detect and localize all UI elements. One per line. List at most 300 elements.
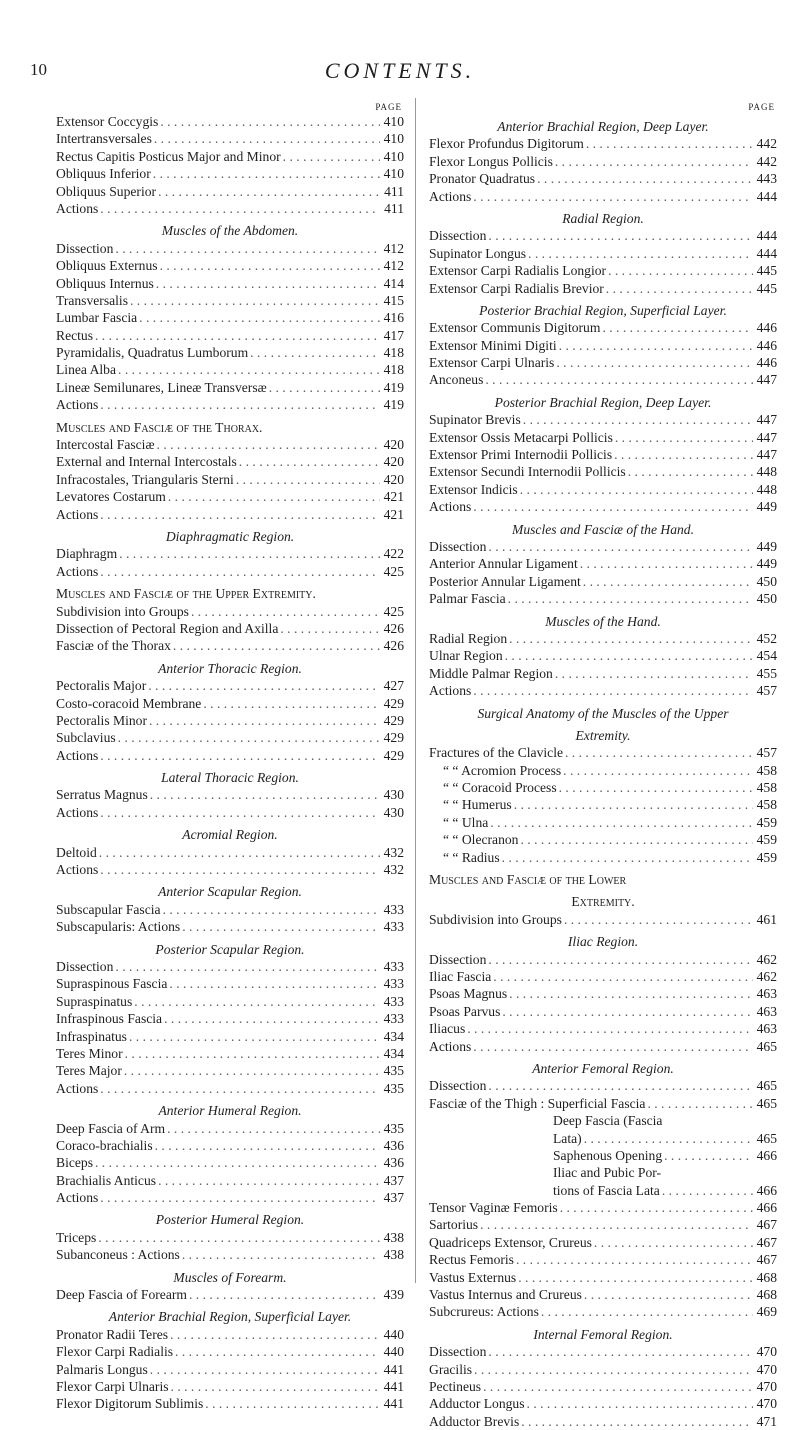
toc-entry [429,354,777,371]
entry-label: Costo-coracoid Membrane [56,695,202,711]
toc-entry [429,1378,777,1395]
dot-leader [170,1326,380,1343]
toc-entry [56,148,404,165]
entry-page-number: 459 [756,832,777,848]
page-title: CONTENTS. [324,58,476,83]
dot-leader [125,1045,380,1062]
toc-entry [56,471,404,488]
section-subheading: Anterior Brachial Region, Deep Layer. [497,119,709,134]
entry-label: Adductor Brevis [429,1413,520,1429]
section-subheading: Anterior Thoracic Region. [158,660,302,676]
entry-label: Levatores Costarum [56,489,166,505]
entry-page-number: 442 [756,136,777,152]
entry-page-number: 447 [756,372,777,388]
entry-label: Iliac and Pubic Por- [553,1165,662,1181]
dot-leader [509,985,753,1002]
dot-leader [628,463,753,480]
entry-page-number: 461 [756,911,777,927]
entry-label: Flexor Longus Pollicis [429,153,553,169]
dot-leader [485,371,753,388]
dot-leader [508,590,753,607]
entry-label: “ “ Humerus [443,797,512,813]
entry-page-number: 468 [756,1269,777,1285]
toc-entry [56,603,404,620]
entry-page-number: 450 [756,573,777,589]
entry-page-number: 433 [383,993,404,1009]
dot-leader [516,1251,753,1268]
dot-leader [584,1286,753,1303]
section-subheading: Posterior Humeral Region. [155,1212,305,1228]
dot-leader [148,677,380,694]
entry-label: Extensor Communis Digitorum [429,320,601,336]
dot-leader [100,747,380,764]
toc-entry [429,951,777,968]
entry-label: Dissection [429,538,487,554]
entry-label: tions of Fascia Lata [553,1182,660,1198]
entry-page-number: 430 [383,804,404,820]
toc-entry [56,200,404,217]
dot-leader [100,861,380,878]
dot-leader [160,113,380,130]
dot-leader [175,1343,380,1360]
entry-page-number: 417 [383,327,404,343]
dot-leader [555,153,753,170]
entry-page-number: 433 [383,1011,404,1027]
entry-label: Infraspinous Fascia [56,1011,163,1027]
entry-page-number: 429 [383,712,404,728]
entry-label: Ulnar Region [429,648,503,664]
entry-label: Dissection of Pectoral Region and Axilla [56,620,279,636]
dot-leader [150,786,380,803]
dot-leader [236,471,380,488]
entry-label: Deep Fascia of Arm [56,1120,166,1136]
entry-label: Posterior Annular Ligament [429,573,581,589]
left-column [56,101,404,1413]
entry-page-number: 432 [383,844,404,860]
dot-leader [602,319,753,336]
dot-leader [473,1038,753,1055]
toc-entry [56,165,404,182]
entry-page-number: 445 [756,280,777,296]
entry-page-number: 432 [383,862,404,878]
dot-leader [560,1199,753,1216]
entry-page-number: 420 [383,437,404,453]
dot-leader [488,1077,753,1094]
section-subheading: Muscles of the Hand. [545,613,661,629]
section-heading: Muscles and Fasciæ of the Thorax. [56,419,263,435]
entry-label: Extensor Carpi Ulnaris [429,355,555,371]
entry-page-number: 411 [384,183,404,199]
entry-page-number: 446 [756,337,777,353]
entry-page-number: 433 [383,919,404,935]
toc-entry [429,1147,777,1164]
entry-label: Infracostales, Triangularis Sterni [56,471,234,487]
entry-page-number: 434 [383,1045,404,1061]
toc-entry [429,762,777,779]
dot-leader [158,183,380,200]
dot-leader [164,1010,380,1027]
entry-page-number: 426 [383,638,404,654]
entry-label: Transversalis [56,292,128,308]
toc-entry [56,1343,404,1360]
entry-page-number: 434 [383,1028,404,1044]
entry-label: Dissection [429,1344,487,1360]
page-column-label: PAGE [375,102,402,112]
entry-label: Deep Fascia of Forearm [56,1287,187,1303]
dot-leader [118,361,380,378]
dot-leader [173,637,380,654]
toc-entry [56,545,404,562]
entry-label: Radial Region [429,630,508,646]
dot-leader [606,280,753,297]
entry-page-number: 455 [756,665,777,681]
dot-leader [239,453,380,470]
dot-leader [483,1378,753,1395]
entry-page-number: 433 [383,901,404,917]
entry-label: Supinator Longus [429,245,527,261]
toc-entry [56,747,404,764]
entry-page-number: 459 [756,849,777,865]
toc-entry [429,538,777,555]
toc-entry [56,1378,404,1395]
entry-label: Quadriceps Extensor, Crureus [429,1234,592,1250]
entry-page-number: 467 [756,1217,777,1233]
entry-label: Obliquus Inferior [56,166,151,182]
toc-entry [429,1395,777,1412]
entry-page-number: 427 [383,678,404,694]
entry-page-number: 466 [756,1182,777,1198]
entry-label: Supinator Brevis [429,412,521,428]
toc-entry [429,573,777,590]
entry-page-number: 462 [756,951,777,967]
toc-entry [56,506,404,523]
dot-leader [467,1020,753,1037]
toc-entry [429,1303,777,1320]
entry-page-number: 415 [383,292,404,308]
entry-label: Flexor Carpi Radialis [56,1344,174,1360]
entry-label: External and Internal Intercostals [56,454,237,470]
entry-page-number: 445 [756,263,777,279]
entry-label: Deltoid [56,844,97,860]
right-column [429,101,777,1430]
dot-leader [488,951,753,968]
toc-entry [56,804,404,821]
entry-label: Gracilis [429,1361,473,1377]
toc-entry [429,985,777,1002]
dot-leader [154,130,380,147]
dot-leader [490,814,753,831]
dot-leader [473,498,753,515]
dot-leader [614,446,753,463]
dot-leader [182,1246,380,1263]
entry-label: Actions [56,506,99,522]
entry-page-number: 429 [383,695,404,711]
toc-entry [429,188,777,205]
entry-label: Supraspinous Fascia [56,976,168,992]
dot-leader [169,975,380,992]
toc-entry [429,371,777,388]
entry-label: Flexor Carpi Ulnaris [56,1378,169,1394]
entry-page-number: 410 [383,148,404,164]
entry-page-number: 465 [756,1038,777,1054]
dot-leader [153,165,380,182]
section-subheading: Posterior Brachial Region, Superficial Layer. [479,302,727,318]
dot-leader [615,429,753,446]
toc-entry [429,446,777,463]
dot-leader [160,257,380,274]
toc-entry [429,227,777,244]
entry-page-number: 458 [756,762,777,778]
toc-entry [429,411,777,428]
toc-entry [56,975,404,992]
toc-entry [56,327,404,344]
entry-label: Rectus Capitis Posticus Major and Minor [56,148,281,164]
entry-page-number: 463 [756,986,777,1002]
toc-entry [429,779,777,796]
entry-label: Rectus [56,327,93,343]
entry-page-number: 469 [756,1304,777,1320]
toc-entry [429,1251,777,1268]
entry-label: Actions [56,862,99,878]
toc-entry [429,481,777,498]
entry-label: Tensor Vaginæ Femoris [429,1200,558,1216]
dot-leader [139,309,380,326]
entry-page-number: 419 [383,379,404,395]
section-heading: Extremity. [571,894,635,910]
entry-page-number: 426 [383,620,404,636]
dot-leader [118,729,380,746]
toc-entry [56,1045,404,1062]
entry-label: Pyramidalis, Quadratus Lumborum [56,345,249,361]
entry-page-number: 441 [383,1378,404,1394]
entry-page-number: 433 [383,958,404,974]
entry-page-number: 467 [756,1234,777,1250]
dot-leader [100,563,380,580]
toc-entry [56,1010,404,1027]
dot-leader [488,1343,753,1360]
section-heading: Muscles and Fasciæ of the Lower [429,872,627,888]
toc-entry [429,337,777,354]
toc-entry [56,292,404,309]
entry-label: Subcrureus: Actions [429,1304,539,1320]
entry-page-number: 470 [756,1378,777,1394]
dot-leader [502,849,753,866]
toc-entry [56,344,404,361]
toc-entry [56,901,404,918]
dot-leader [480,1216,753,1233]
entry-label: Obliquus Externus [56,258,158,274]
dot-leader [555,665,753,682]
toc-entry [56,637,404,654]
toc-entry [56,1062,404,1079]
dot-leader [98,1229,380,1246]
entry-label: Dissection [429,228,487,244]
entry-page-number: 429 [383,730,404,746]
entry-page-number: 471 [756,1413,777,1429]
toc-entry [429,135,777,152]
entry-page-number: 418 [383,362,404,378]
entry-page-number: 421 [383,506,404,522]
entry-page-number: 463 [756,1021,777,1037]
toc-entry [56,958,404,975]
toc-entry [56,275,404,292]
entry-label: “ “ Radius [443,849,500,865]
entry-page-number: 421 [383,489,404,505]
toc-entry [56,677,404,694]
toc-entry [429,1413,777,1430]
dot-leader [520,831,753,848]
dot-leader [563,762,753,779]
section-subheading: Internal Femoral Region. [533,1326,673,1342]
toc-entry [429,744,777,761]
toc-entry [429,153,777,170]
entry-label: Vastus Externus [429,1269,517,1285]
toc-entry [429,1003,777,1020]
entry-page-number: 416 [383,310,404,326]
entry-page-number: 465 [756,1130,777,1146]
entry-page-number: 437 [383,1190,404,1206]
toc-entry [56,1246,404,1263]
dot-leader [520,481,753,498]
toc-entry [429,682,777,699]
entry-label: Middle Palmar Region [429,665,553,681]
toc-entry [429,1234,777,1251]
entry-label: “ “ Ulna [443,814,489,830]
section-subheading: Muscles of Forearm. [173,1269,287,1285]
entry-label: Actions [429,1038,472,1054]
entry-label: Fasciæ of the Thigh : Superficial Fascia [429,1095,646,1111]
section-subheading: Radial Region. [562,210,644,226]
entry-label: Obliquus Internus [56,275,154,291]
entry-page-number: 411 [384,200,404,216]
section-subheading: Anterior Humeral Region. [158,1103,302,1119]
entry-label: Intercostal Fasciæ [56,437,155,453]
entry-label: Subanconeus : Actions [56,1247,180,1263]
entry-page-number: 444 [756,188,777,204]
entry-page-number: 443 [756,171,777,187]
toc-entry [429,1361,777,1378]
toc-entry [56,240,404,257]
toc-entry [429,463,777,480]
dot-leader [528,245,753,262]
entry-label: Dissection [56,958,114,974]
toc-entry [429,1020,777,1037]
entry-page-number: 412 [383,258,404,274]
entry-label: Sartorius [429,1217,479,1233]
dot-leader [488,538,753,555]
entry-label: Subclavius [56,730,116,746]
entry-label: Extensor Ossis Metacarpi Pollicis [429,429,613,445]
toc-entry [56,361,404,378]
entry-label: Palmaris Longus [56,1361,148,1377]
entry-label: Extensor Carpi Radialis Brevior [429,280,604,296]
dot-leader [163,901,380,918]
toc-entry [429,319,777,336]
toc-entry [56,379,404,396]
entry-page-number: 450 [756,591,777,607]
toc-entry [429,796,777,813]
dot-leader [134,993,380,1010]
entry-page-number: 470 [756,1361,777,1377]
toc-entry [429,429,777,446]
entry-label: Actions [429,499,472,515]
entry-page-number: 435 [383,1063,404,1079]
entry-label: Teres Major [56,1063,122,1079]
section-heading: Muscles and Fasciæ of the Upper Extremity. [56,586,316,602]
entry-label: “ “ Coracoid Process [443,780,557,796]
dot-leader [583,573,753,590]
entry-label: “ “ Olecranon [443,832,519,848]
entry-page-number: 449 [756,556,777,572]
toc-entry [429,665,777,682]
dot-leader [115,958,380,975]
entry-page-number: 444 [756,245,777,261]
entry-label: Brachialis Anticus [56,1172,157,1188]
toc-entry [429,1199,777,1216]
toc-entry [429,849,777,866]
section-subheading: Anterior Femoral Region. [532,1060,674,1076]
dot-leader [99,844,380,861]
entry-page-number: 438 [383,1247,404,1263]
toc-entry [56,993,404,1010]
entry-label: Actions [429,683,472,699]
section-subheading: Posterior Scapular Region. [155,941,305,957]
page-header [0,58,800,84]
toc-entry [429,245,777,262]
entry-page-number: 433 [383,976,404,992]
entry-label: Extensor Indicis [429,481,518,497]
entry-label: Serratus Magnus [56,787,148,803]
entry-page-number: 466 [756,1200,777,1216]
entry-page-number: 444 [756,228,777,244]
entry-page-number: 457 [756,745,777,761]
entry-page-number: 436 [383,1155,404,1171]
entry-label: Pronator Quadratus [429,171,536,187]
toc-entry [56,620,404,637]
entry-page-number: 449 [756,538,777,554]
dot-leader [662,1182,753,1199]
dot-leader [473,188,753,205]
dot-leader [149,712,380,729]
dot-leader [473,682,753,699]
entry-page-number: 441 [383,1396,404,1412]
dot-leader [189,1286,380,1303]
dot-leader [488,227,753,244]
entry-page-number: 435 [383,1080,404,1096]
toc-entry [56,918,404,935]
dot-leader [580,555,753,572]
entry-page-number: 470 [756,1344,777,1360]
dot-leader [157,436,380,453]
entry-label: Subdivision into Groups [429,911,562,927]
entry-page-number: 437 [383,1172,404,1188]
entry-label: Intertransversales [56,131,152,147]
toc-entry [429,555,777,572]
dot-leader [559,337,753,354]
toc-entry [56,488,404,505]
dot-leader [518,1269,753,1286]
dot-leader [182,918,380,935]
toc-entry [429,1182,777,1199]
dot-leader [564,911,753,928]
dot-leader [168,488,380,505]
toc-entry [429,968,777,985]
entry-label: Actions [56,200,99,216]
section-subheading: Iliac Region. [567,934,639,950]
dot-leader [269,379,380,396]
dot-leader [156,275,380,292]
entry-page-number: 419 [383,397,404,413]
